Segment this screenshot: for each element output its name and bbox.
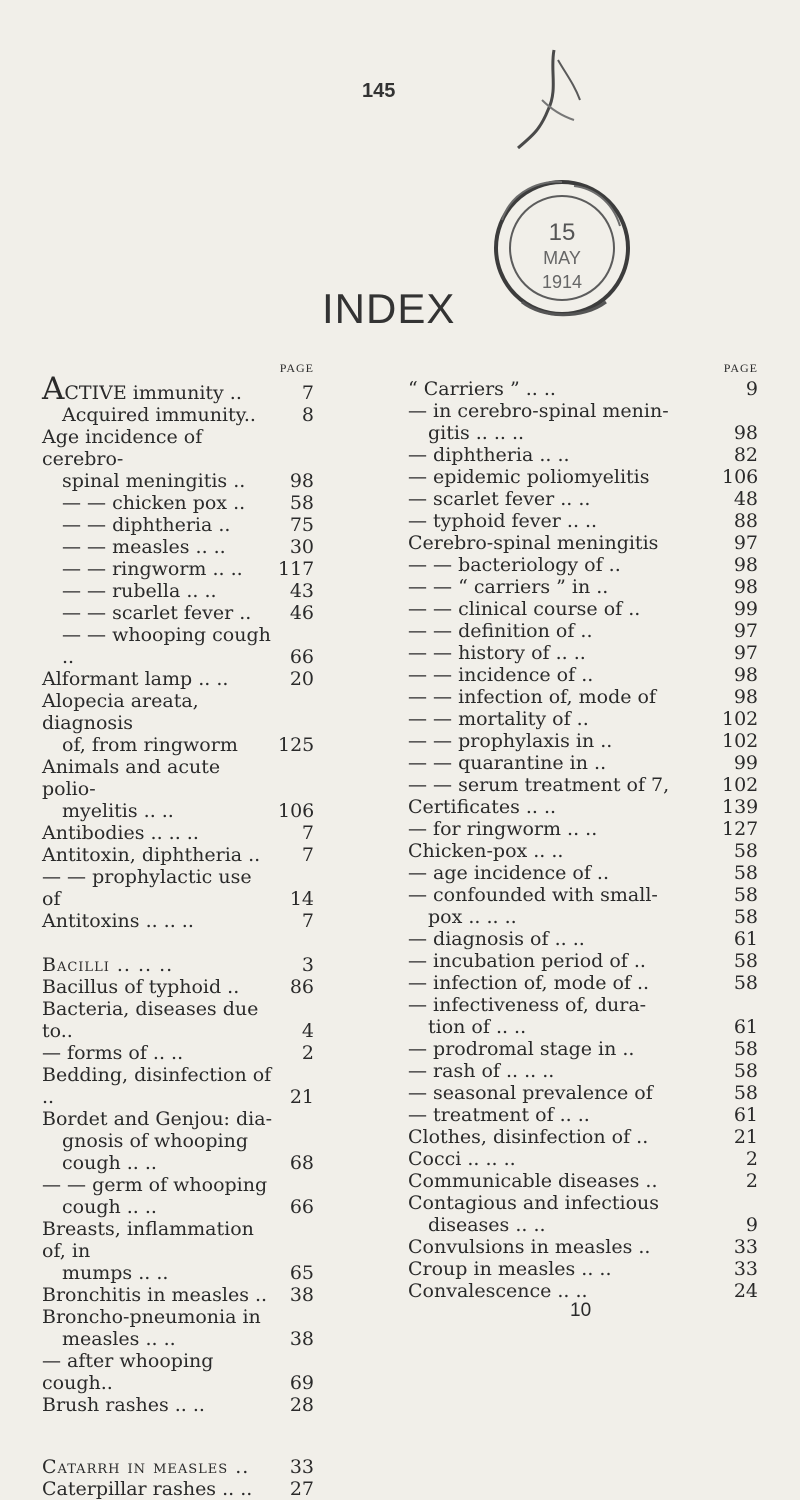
entry-page: 20 [289,668,314,690]
stamp-month: MAY [543,248,581,268]
entry-page: 58 [733,1060,758,1082]
entry-page: 33 [733,1236,758,1258]
entry-page: 21 [733,1126,758,1148]
index-entry [408,1148,758,1170]
entry-page: 98 [733,686,758,708]
index-entry [408,818,758,840]
index-entry [408,642,758,664]
index-entry [42,734,314,756]
entry-text: gnosis of whooping [62,1130,248,1152]
entry-text: spinal meningitis .. [62,470,246,492]
index-entry [42,1152,314,1174]
index-entry [42,1394,314,1416]
entry-page: 9 [745,1214,758,1236]
index-entry [408,884,758,906]
entry-text: — epidemic poliomyelitis [408,466,650,488]
index-entry [408,950,758,972]
entry-page: 97 [733,642,758,664]
entry-text: — forms of .. .. [42,1042,184,1064]
index-entry [408,1060,758,1082]
entry-page: 24 [733,1280,758,1302]
index-entry [408,422,758,444]
entry-page: 88 [733,510,758,532]
entry-page: 33 [289,1456,314,1478]
entry-text: — for ringworm .. .. [408,818,598,840]
index-entry [42,690,314,734]
entry-page: 28 [289,1394,314,1416]
entry-text: — after whooping cough.. [42,1350,214,1394]
index-entry [42,470,314,492]
index-entry [42,580,314,602]
entry-text: Age incidence of cerebro- [42,426,203,470]
entry-page: 58 [733,840,758,862]
entry-text: Bedding, disinfection of .. [42,1064,272,1108]
entry-page: 75 [289,514,314,536]
index-entry [408,1236,758,1258]
entry-page: 98 [733,422,758,444]
index-entry [42,976,314,998]
entry-page: 7 [301,382,314,404]
entry-text: — — infection of, mode of [408,686,656,708]
entry-text: Animals and acute polio- [42,756,221,800]
entry-page: 65 [289,1262,314,1284]
entry-text: of, from ringworm [62,734,238,756]
entry-text: — seasonal prevalence of [408,1082,653,1104]
index-entry [42,1130,314,1152]
entry-text: — — prophylaxis in .. [408,730,613,752]
index-entry [42,558,314,580]
entry-text: — infection of, mode of .. [408,972,650,994]
entry-text: — treatment of .. .. [408,1104,590,1126]
entry-page: 98 [733,576,758,598]
index-entry [42,822,314,844]
entry-text: Broncho-pneumonia in [42,1306,261,1328]
index-entry [408,972,758,994]
entry-page: 97 [733,532,758,554]
index-entry [408,576,758,598]
entry-text: — — diphtheria .. [62,514,231,536]
index-entry [42,1478,314,1500]
entry-text: — — germ of whooping [42,1174,268,1196]
index-entry [42,1064,314,1108]
entry-page: 38 [289,1328,314,1350]
entry-page: 48 [733,488,758,510]
entry-page: 7 [301,844,314,866]
entry-page: 58 [733,906,758,928]
index-entry [408,928,758,950]
index-entry [42,800,314,822]
entry-text: Chicken-pox .. .. [408,840,564,862]
entry-text: cough .. .. [62,1196,157,1218]
stamp-year: 1914 [541,272,583,292]
entry-text: Breasts, inflammation of, in [42,1218,254,1262]
entry-text: — in cerebro-spinal menin- [408,400,669,422]
page-number: 145 [362,80,396,102]
entry-page: 33 [733,1258,758,1280]
entry-text: Acquired immunity.. [62,404,256,426]
entry-text: — rash of .. .. .. [408,1060,555,1082]
index-entry [42,426,314,470]
entry-page: 30 [289,536,314,558]
entry-text: Convalescence .. .. [408,1280,588,1302]
index-column-right [408,358,758,1302]
entry-text: pox .. .. .. [428,906,517,928]
index-entry [408,1038,758,1060]
index-entry [42,514,314,536]
entry-text: Antibodies .. .. .. [42,822,199,844]
index-entry [408,378,758,400]
entry-page: 38 [289,1284,314,1306]
entry-page: 9 [745,378,758,400]
entry-page: 66 [289,1196,314,1218]
index-entry [42,1350,314,1394]
index-entry [42,668,314,690]
entry-text: — — mortality of .. [408,708,589,730]
page-title: INDEX [322,285,456,332]
entry-text: Croup in measles .. .. [408,1258,612,1280]
index-entry [408,510,758,532]
entry-text: Bronchitis in measles .. [42,1284,268,1306]
entry-page: 98 [733,554,758,576]
index-entry [42,1218,314,1262]
entry-text: ACTIVE immunity .. [42,371,242,407]
entry-text: Bacillus of typhoid .. [42,976,240,998]
entry-page: 127 [722,818,759,840]
section-gap [42,932,314,954]
index-entry [408,1258,758,1280]
library-date-stamp [462,40,634,360]
index-entry [42,844,314,866]
entry-text: Alopecia areata, diagnosis [42,690,199,734]
index-entry [42,536,314,558]
entry-page: 102 [722,708,759,730]
entry-page: 8 [301,404,314,426]
index-entry [408,554,758,576]
entry-page: 58 [733,862,758,884]
entry-text: — — definition of .. [408,620,593,642]
index-entry-list [42,371,315,1500]
entry-page: 27 [289,1478,314,1500]
entry-text: — — “ carriers ” in .. [408,576,609,598]
index-entry [42,602,314,624]
entry-page: 102 [722,774,759,796]
index-entry [42,910,314,932]
entry-text: cough .. .. [62,1152,157,1174]
index-entry [408,620,758,642]
index-entry [408,400,758,422]
index-entry [42,866,314,910]
index-entry [408,532,758,554]
entry-page: 102 [722,730,759,752]
index-entry [408,1170,758,1192]
entry-page: 69 [289,1372,314,1394]
entry-text: — — scarlet fever .. [62,602,252,624]
entry-page: 3 [301,954,314,976]
drop-cap-letter: A [42,371,65,407]
entry-text: “ Carriers ” .. .. [408,378,556,400]
entry-text: — diphtheria .. .. [408,444,570,466]
entry-text: Bacilli .. .. .. [42,954,174,976]
entry-text: Convulsions in measles .. [408,1236,651,1258]
entry-page: 43 [289,580,314,602]
index-entry [408,840,758,862]
column-header: PAGE [723,361,758,375]
entry-text: — age incidence of .. [408,862,610,884]
entry-page: 46 [289,602,314,624]
index-entry [408,1016,758,1038]
index-entry [42,1174,314,1196]
index-entry [42,1196,314,1218]
entry-text: Antitoxin, diphtheria .. [42,844,261,866]
entry-text: — typhoid fever .. .. [408,510,598,532]
index-entry [408,466,758,488]
entry-text: Alformant lamp .. .. [42,668,229,690]
entry-page: 2 [745,1170,758,1192]
index-entry [408,906,758,928]
index-entry-list [408,378,758,1302]
entry-page: 61 [733,928,758,950]
entry-text: Cerebro-spinal meningitis [408,532,659,554]
index-entry [408,686,758,708]
entry-text: — — whooping cough .. [62,624,271,668]
entry-page: 14 [289,888,314,910]
index-entry [408,774,758,796]
entry-page: 61 [733,1016,758,1038]
entry-text: Bacteria, diseases due to.. [42,998,259,1042]
entry-text: — scarlet fever .. .. [408,488,591,510]
index-entry [42,1456,314,1478]
entry-text: Clothes, disinfection of .. [408,1126,649,1148]
entry-page: 58 [733,884,758,906]
entry-text: myelitis .. .. [62,800,174,822]
entry-page: 139 [722,796,759,818]
index-entry [408,598,758,620]
entry-page: 99 [733,598,758,620]
entry-page: 2 [745,1148,758,1170]
entry-page: 58 [733,1038,758,1060]
index-entry [42,371,314,407]
stamp-day: 15 [548,219,576,246]
entry-text: Certificates .. .. [408,796,557,818]
index-entry [42,998,314,1042]
index-entry [42,404,314,426]
entry-text: — — measles .. .. [62,536,226,558]
index-entry [42,492,314,514]
entry-page: 98 [289,470,314,492]
section-gap [42,1416,314,1456]
entry-page: 99 [733,752,758,774]
entry-text: Caterpillar rashes .. .. [42,1478,253,1500]
index-entry [408,730,758,752]
entry-text: measles .. .. [62,1328,176,1350]
index-entry [42,624,314,668]
signature-mark: 10 [570,1300,592,1321]
entry-text: — — quarantine in .. [408,752,607,774]
index-entry [42,1262,314,1284]
entry-text: gitis .. .. .. [428,422,525,444]
entry-text: — diagnosis of .. .. [408,928,585,950]
entry-page: 7 [301,822,314,844]
entry-text: — — incidence of .. [408,664,594,686]
entry-page: 97 [733,620,758,642]
entry-text: — — chicken pox .. [62,492,246,514]
entry-text: — infectiveness of, dura- [408,994,647,1016]
entry-page: 82 [733,444,758,466]
index-entry [42,954,314,976]
entry-page: 86 [289,976,314,998]
index-entry [408,1104,758,1126]
index-entry [408,862,758,884]
entry-page: 7 [301,910,314,932]
index-entry [42,756,314,800]
entry-page: 58 [733,972,758,994]
entry-page: 61 [733,1104,758,1126]
entry-page: 58 [733,1082,758,1104]
entry-text: Bordet and Genjou: dia- [42,1108,272,1130]
index-entry [408,1192,758,1214]
index-entry [408,444,758,466]
entry-text: Contagious and infectious [408,1192,660,1214]
index-entry [42,1108,314,1130]
entry-text: Brush rashes .. .. [42,1394,205,1416]
entry-text: — — ringworm .. .. [62,558,243,580]
entry-page: 4 [301,1020,314,1042]
entry-text: — — history of .. .. [408,642,586,664]
index-entry [408,488,758,510]
entry-text: Antitoxins .. .. .. [42,910,194,932]
index-entry [408,1280,758,1302]
entry-text: — prodromal stage in .. [408,1038,635,1060]
index-entry [408,1126,758,1148]
entry-page: 68 [289,1152,314,1174]
index-entry [408,1082,758,1104]
entry-page: 66 [289,646,314,668]
entry-text: tion of .. .. [428,1016,527,1038]
index-entry [42,1042,314,1064]
entry-page: 98 [733,664,758,686]
entry-text: — confounded with small- [408,884,658,906]
entry-page: 2 [301,1042,314,1064]
index-entry [42,1284,314,1306]
index-column-left [42,358,314,1500]
index-entry [42,1306,314,1328]
column-header: PAGE [279,361,314,375]
entry-page: 58 [733,950,758,972]
entry-text: — incubation period of .. [408,950,646,972]
entry-text: — — clinical course of .. [408,598,641,620]
entry-text: — — prophylactic use of [42,866,252,910]
entry-page: 125 [278,734,315,756]
entry-text: — — serum treatment of 7, [408,774,670,796]
entry-text: mumps .. .. [62,1262,169,1284]
entry-text: Cocci .. .. .. [408,1148,516,1170]
entry-text: diseases .. .. [428,1214,546,1236]
entry-page: 21 [289,1086,314,1108]
index-entry [408,1214,758,1236]
entry-text: Catarrh in measles .. [42,1456,250,1478]
entry-page: 106 [722,466,759,488]
entry-page: 106 [278,800,315,822]
entry-text: — — bacteriology of .. [408,554,621,576]
index-entry [408,664,758,686]
entry-page: 117 [278,558,315,580]
entry-text: Communicable diseases .. [408,1170,658,1192]
index-entry [408,708,758,730]
entry-page: 58 [289,492,314,514]
index-entry [408,796,758,818]
index-entry [408,752,758,774]
index-entry [408,994,758,1016]
entry-text: — — rubella .. .. [62,580,217,602]
index-entry [42,1328,314,1350]
